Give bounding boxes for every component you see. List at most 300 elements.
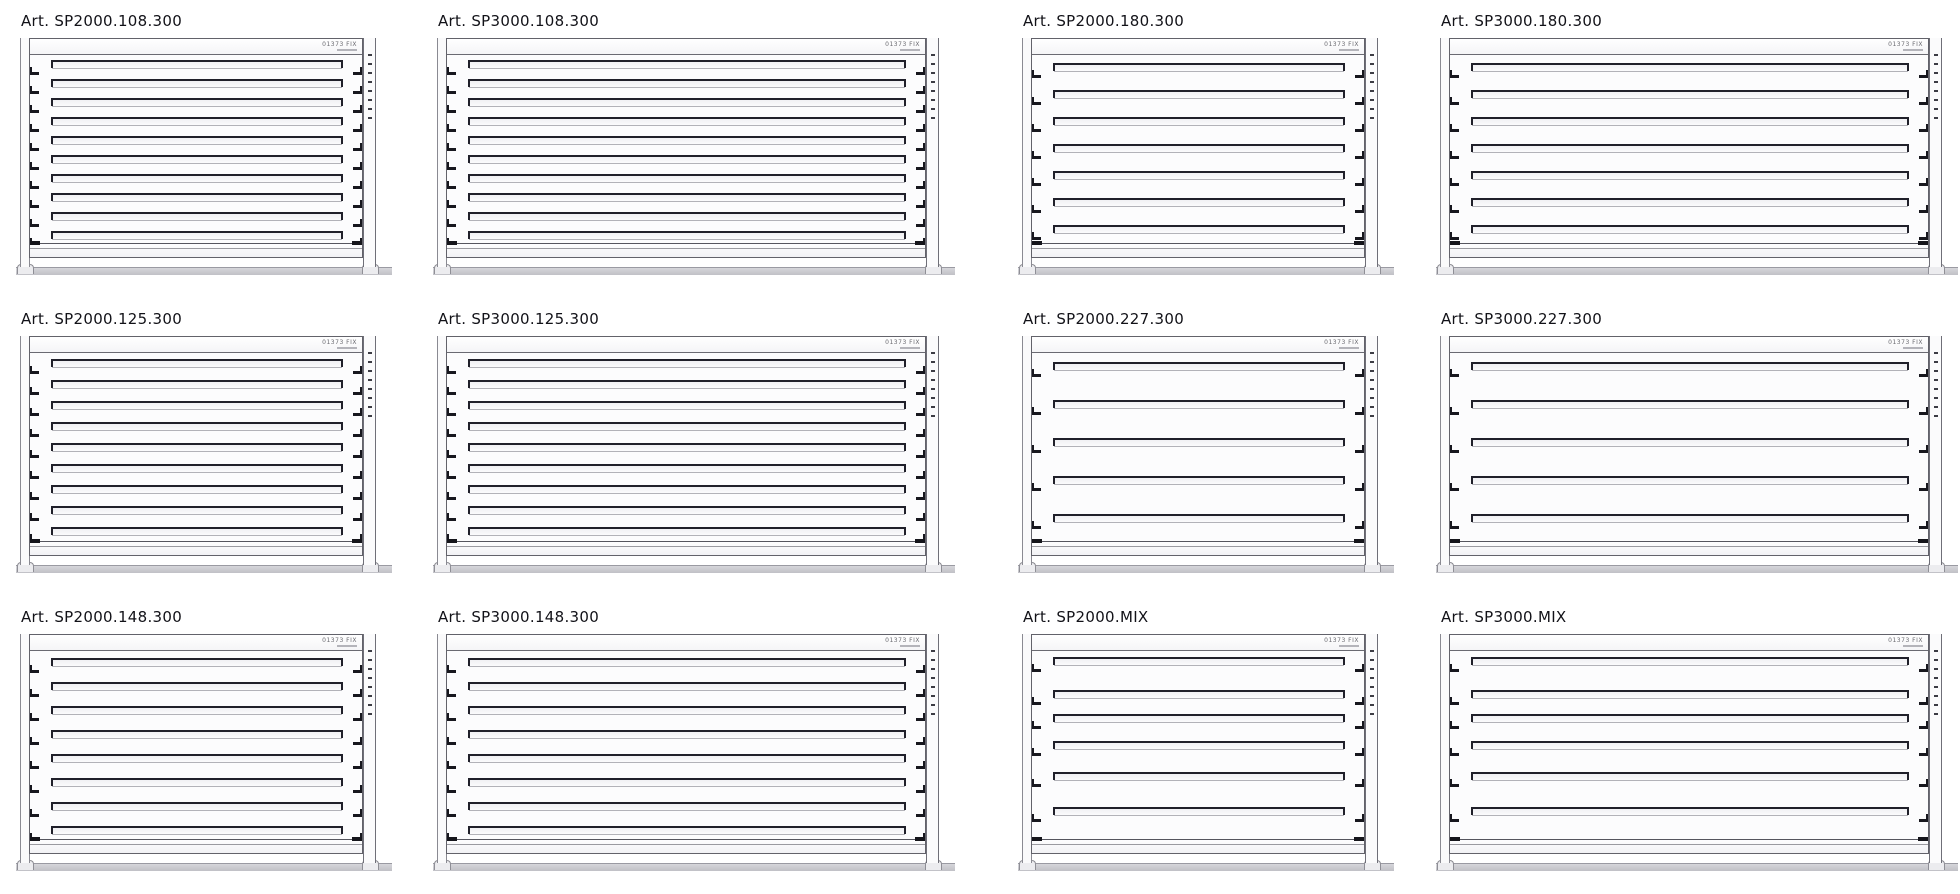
- louvre-slat: [1054, 807, 1344, 816]
- stamp-underline: [1339, 645, 1359, 647]
- top-rail: [1450, 635, 1928, 651]
- louvre-slat: [469, 464, 905, 473]
- article-label: Art. SP3000.180.300: [1441, 12, 1603, 30]
- panel-frame: [1449, 634, 1929, 854]
- left-bracket-clip: [1450, 75, 1459, 78]
- panel-tile: [20, 608, 376, 872]
- article-label: Art. SP3000.108.300: [438, 12, 600, 30]
- left-bracket-clip: [1032, 156, 1041, 159]
- right-post: [363, 38, 376, 267]
- right-bracket-clip: [1919, 129, 1928, 132]
- panel-frame: [29, 38, 363, 258]
- louvre-slat: [1472, 198, 1908, 207]
- maker-stamp: 01373 FIX: [322, 637, 357, 644]
- louvre-slat: [469, 422, 905, 431]
- right-bracket-clip: [1919, 450, 1928, 453]
- left-bracket-clip: [30, 790, 39, 793]
- right-bracket-clip: [1919, 156, 1928, 159]
- bottom-rail: [447, 839, 925, 853]
- louvre-slat: [52, 212, 342, 221]
- left-bracket-clip: [447, 766, 456, 769]
- left-bracket-clip: [447, 670, 456, 673]
- right-bracket-clip: [916, 518, 925, 521]
- panel-tile: [1440, 12, 1942, 276]
- rail-clip-right: [915, 241, 925, 245]
- right-bracket-clip: [1919, 526, 1928, 529]
- left-bracket-clip: [447, 790, 456, 793]
- louvre-slat: [52, 682, 342, 691]
- left-bracket-clip: [30, 742, 39, 745]
- rail-clip-right: [915, 539, 925, 543]
- left-bracket-clip: [1450, 726, 1459, 729]
- right-bracket-clip: [916, 167, 925, 170]
- rail-clip-right: [352, 241, 362, 245]
- left-bracket-clip: [30, 186, 39, 189]
- right-bracket-clip: [1919, 412, 1928, 415]
- louvre-slat: [52, 422, 342, 431]
- louvre-slat: [1472, 362, 1908, 371]
- louvre-slat: [1472, 225, 1908, 234]
- right-bracket-clip: [916, 718, 925, 721]
- louvre-slat: [1054, 400, 1344, 409]
- louvre-slat: [1472, 807, 1908, 816]
- louvre-slat: [469, 359, 905, 368]
- louvre-slat: [52, 730, 342, 739]
- maker-stamp: 01373 FIX: [1888, 41, 1923, 48]
- louvre-slat: [52, 193, 342, 202]
- right-bracket-clip: [1355, 210, 1364, 213]
- fence-drawing: [20, 632, 376, 872]
- right-bracket-clip: [916, 434, 925, 437]
- top-rail: [1032, 635, 1364, 651]
- stamp-underline: [900, 347, 920, 349]
- louvre-slat: [469, 706, 905, 715]
- louvre-slat: [1472, 657, 1908, 666]
- right-bracket-clip: [1355, 819, 1364, 822]
- stamp-underline: [1903, 645, 1923, 647]
- panel-frame: [1031, 634, 1365, 854]
- fence-drawing: [1440, 36, 1942, 276]
- louvre-slat: [1472, 741, 1908, 750]
- stamp-underline: [1339, 347, 1359, 349]
- fence-drawing: [1440, 632, 1942, 872]
- rail-clip-left: [1450, 241, 1460, 245]
- right-bracket-clip: [353, 518, 362, 521]
- louvre-slat: [469, 826, 905, 835]
- post-markings: [368, 54, 372, 124]
- maker-stamp: 01373 FIX: [322, 41, 357, 48]
- louvre-slat: [1472, 144, 1908, 153]
- louvre-slat: [52, 380, 342, 389]
- panel-tile: [20, 310, 376, 574]
- right-bracket-clip: [353, 148, 362, 151]
- left-bracket-clip: [1450, 753, 1459, 756]
- left-bracket-clip: [1450, 819, 1459, 822]
- louvre-slat: [1054, 741, 1344, 750]
- louvre-slat: [469, 60, 905, 69]
- left-bracket-clip: [1032, 450, 1041, 453]
- right-bracket-clip: [1355, 784, 1364, 787]
- left-bracket-clip: [30, 91, 39, 94]
- panel-frame: [446, 38, 926, 258]
- rail-clip-right: [1354, 241, 1364, 245]
- left-bracket-clip: [1032, 183, 1041, 186]
- post-markings: [1934, 54, 1938, 124]
- right-bracket-clip: [353, 476, 362, 479]
- left-bracket-clip: [447, 814, 456, 817]
- louvre-slat: [52, 401, 342, 410]
- slat-field: [30, 55, 362, 244]
- louvre-slat: [1472, 772, 1908, 781]
- louvre-slat: [469, 754, 905, 763]
- right-bracket-clip: [353, 392, 362, 395]
- stamp-underline: [337, 347, 357, 349]
- rail-clip-left: [1450, 539, 1460, 543]
- rail-clip-left: [30, 539, 40, 543]
- louvre-slat: [469, 380, 905, 389]
- left-bracket-clip: [1450, 526, 1459, 529]
- right-bracket-clip: [1355, 237, 1364, 240]
- stamp-underline: [1903, 49, 1923, 51]
- left-bracket-clip: [447, 518, 456, 521]
- louvre-slat: [469, 136, 905, 145]
- left-bracket-clip: [30, 766, 39, 769]
- ground-line: [1018, 863, 1394, 871]
- louvre-slat: [1472, 63, 1908, 72]
- left-bracket-clip: [1032, 129, 1041, 132]
- top-rail: [30, 635, 362, 651]
- left-bracket-clip: [1450, 412, 1459, 415]
- bottom-rail: [30, 839, 362, 853]
- maker-stamp: 01373 FIX: [885, 637, 920, 644]
- left-bracket-clip: [447, 476, 456, 479]
- right-bracket-clip: [916, 476, 925, 479]
- louvre-slat: [469, 658, 905, 667]
- louvre-slat: [1472, 400, 1908, 409]
- right-bracket-clip: [1919, 374, 1928, 377]
- post-markings: [1370, 352, 1374, 422]
- left-bracket-clip: [447, 110, 456, 113]
- right-bracket-clip: [916, 129, 925, 132]
- bottom-rail: [30, 243, 362, 257]
- louvre-slat: [469, 117, 905, 126]
- louvre-slat: [1054, 714, 1344, 723]
- louvre-slat: [1472, 714, 1908, 723]
- right-bracket-clip: [916, 371, 925, 374]
- left-bracket-clip: [1032, 726, 1041, 729]
- right-post: [1365, 634, 1378, 863]
- maker-stamp: 01373 FIX: [885, 339, 920, 346]
- right-bracket-clip: [1919, 819, 1928, 822]
- article-label: Art. SP2000.180.300: [1023, 12, 1185, 30]
- article-label: Art. SP2000.227.300: [1023, 310, 1185, 328]
- right-bracket-clip: [353, 224, 362, 227]
- louvre-slat: [469, 802, 905, 811]
- louvre-slat: [1054, 63, 1344, 72]
- slat-field: [1450, 651, 1928, 840]
- left-bracket-clip: [30, 148, 39, 151]
- left-bracket-clip: [30, 814, 39, 817]
- right-bracket-clip: [1355, 753, 1364, 756]
- right-post: [363, 634, 376, 863]
- right-bracket-clip: [353, 91, 362, 94]
- rail-clip-right: [915, 837, 925, 841]
- left-bracket-clip: [1450, 102, 1459, 105]
- post-markings: [931, 352, 935, 422]
- louvre-slat: [1472, 690, 1908, 699]
- right-bracket-clip: [353, 790, 362, 793]
- right-bracket-clip: [1355, 183, 1364, 186]
- rail-clip-left: [30, 241, 40, 245]
- louvre-slat: [1472, 514, 1908, 523]
- stamp-underline: [900, 645, 920, 647]
- right-bracket-clip: [1919, 784, 1928, 787]
- slat-field: [1450, 353, 1928, 542]
- bottom-rail: [447, 541, 925, 555]
- rail-clip-left: [447, 241, 457, 245]
- louvre-slat: [469, 527, 905, 536]
- louvre-slat: [52, 706, 342, 715]
- louvre-slat: [469, 443, 905, 452]
- louvre-slat: [1472, 438, 1908, 447]
- left-bracket-clip: [1032, 75, 1041, 78]
- slat-field: [447, 353, 925, 542]
- louvre-slat: [1054, 171, 1344, 180]
- post-markings: [931, 650, 935, 720]
- louvre-slat: [469, 212, 905, 221]
- left-bracket-clip: [447, 186, 456, 189]
- fence-drawing: [20, 36, 376, 276]
- right-post: [1929, 38, 1942, 267]
- louvre-slat: [1054, 225, 1344, 234]
- louvre-slat: [1054, 690, 1344, 699]
- louvre-slat: [52, 136, 342, 145]
- fence-drawing: [1022, 334, 1378, 574]
- right-bracket-clip: [353, 694, 362, 697]
- right-bracket-clip: [353, 434, 362, 437]
- article-label: Art. SP3000.227.300: [1441, 310, 1603, 328]
- top-rail: [30, 337, 362, 353]
- left-bracket-clip: [447, 167, 456, 170]
- louvre-slat: [469, 506, 905, 515]
- rail-clip-left: [30, 837, 40, 841]
- right-bracket-clip: [1919, 102, 1928, 105]
- ground-line: [433, 267, 955, 275]
- fence-drawing: [1022, 36, 1378, 276]
- right-bracket-clip: [1355, 129, 1364, 132]
- bottom-rail: [1032, 839, 1364, 853]
- bottom-rail: [1032, 243, 1364, 257]
- maker-stamp: 01373 FIX: [1324, 41, 1359, 48]
- article-label: Art. SP2000.MIX: [1023, 608, 1149, 626]
- right-bracket-clip: [1355, 156, 1364, 159]
- ground-line: [16, 267, 392, 275]
- left-bracket-clip: [1450, 183, 1459, 186]
- left-bracket-clip: [1450, 156, 1459, 159]
- left-bracket-clip: [1032, 819, 1041, 822]
- panel-frame: [1449, 38, 1929, 258]
- ground-line: [433, 565, 955, 573]
- right-post: [926, 634, 939, 863]
- rail-clip-right: [1354, 539, 1364, 543]
- stamp-underline: [1903, 347, 1923, 349]
- left-bracket-clip: [447, 694, 456, 697]
- right-bracket-clip: [916, 186, 925, 189]
- slat-field: [447, 55, 925, 244]
- right-bracket-clip: [353, 205, 362, 208]
- right-bracket-clip: [916, 72, 925, 75]
- right-post: [363, 336, 376, 565]
- rail-clip-right: [352, 539, 362, 543]
- slat-field: [1032, 353, 1364, 542]
- right-bracket-clip: [1919, 753, 1928, 756]
- article-label: Art. SP3000.148.300: [438, 608, 600, 626]
- left-bracket-clip: [1032, 374, 1041, 377]
- bottom-rail: [447, 243, 925, 257]
- louvre-slat: [52, 174, 342, 183]
- left-bracket-clip: [1032, 526, 1041, 529]
- rail-clip-right: [352, 837, 362, 841]
- article-label: Art. SP3000.125.300: [438, 310, 600, 328]
- left-bracket-clip: [447, 72, 456, 75]
- panel-tile: [1440, 310, 1942, 574]
- panel-frame: [1031, 336, 1365, 556]
- right-bracket-clip: [1355, 702, 1364, 705]
- louvre-slat: [52, 485, 342, 494]
- left-bracket-clip: [447, 455, 456, 458]
- left-bracket-clip: [30, 476, 39, 479]
- left-bracket-clip: [447, 224, 456, 227]
- right-bracket-clip: [916, 392, 925, 395]
- left-bracket-clip: [447, 742, 456, 745]
- louvre-slat: [1054, 117, 1344, 126]
- left-bracket-clip: [447, 718, 456, 721]
- left-bracket-clip: [30, 434, 39, 437]
- right-bracket-clip: [353, 670, 362, 673]
- post-markings: [1934, 352, 1938, 422]
- left-bracket-clip: [30, 205, 39, 208]
- louvre-slat: [1054, 438, 1344, 447]
- slat-field: [30, 353, 362, 542]
- louvre-slat: [469, 155, 905, 164]
- panel-frame: [1031, 38, 1365, 258]
- right-bracket-clip: [916, 148, 925, 151]
- top-rail: [1032, 39, 1364, 55]
- panel-frame: [446, 634, 926, 854]
- left-bracket-clip: [447, 392, 456, 395]
- left-bracket-clip: [1450, 374, 1459, 377]
- right-bracket-clip: [353, 186, 362, 189]
- right-bracket-clip: [1919, 669, 1928, 672]
- bottom-rail: [30, 541, 362, 555]
- right-bracket-clip: [1355, 526, 1364, 529]
- panel-frame: [29, 336, 363, 556]
- louvre-slat: [1472, 90, 1908, 99]
- left-bracket-clip: [1450, 702, 1459, 705]
- slat-field: [1032, 651, 1364, 840]
- article-label: Art. SP2000.108.300: [21, 12, 183, 30]
- left-bracket-clip: [1032, 784, 1041, 787]
- post-markings: [1934, 650, 1938, 720]
- panel-frame: [1449, 336, 1929, 556]
- louvre-slat: [469, 231, 905, 240]
- right-bracket-clip: [916, 694, 925, 697]
- slat-field: [1450, 55, 1928, 244]
- rail-clip-left: [447, 837, 457, 841]
- left-bracket-clip: [447, 434, 456, 437]
- right-bracket-clip: [1355, 412, 1364, 415]
- panel-tile: [1022, 310, 1378, 574]
- rail-clip-left: [1032, 837, 1042, 841]
- panel-tile: [437, 310, 939, 574]
- right-bracket-clip: [353, 455, 362, 458]
- left-bracket-clip: [30, 129, 39, 132]
- louvre-slat: [469, 174, 905, 183]
- right-bracket-clip: [353, 167, 362, 170]
- right-bracket-clip: [916, 205, 925, 208]
- left-bracket-clip: [1032, 237, 1041, 240]
- top-rail: [1450, 39, 1928, 55]
- right-bracket-clip: [353, 413, 362, 416]
- maker-stamp: 01373 FIX: [1324, 339, 1359, 346]
- louvre-slat: [52, 527, 342, 536]
- stamp-underline: [900, 49, 920, 51]
- stamp-underline: [337, 645, 357, 647]
- right-post: [1365, 38, 1378, 267]
- right-bracket-clip: [916, 91, 925, 94]
- left-bracket-clip: [30, 167, 39, 170]
- right-bracket-clip: [916, 742, 925, 745]
- right-bracket-clip: [1919, 702, 1928, 705]
- right-bracket-clip: [916, 670, 925, 673]
- louvre-slat: [469, 682, 905, 691]
- panel-frame: [29, 634, 363, 854]
- left-bracket-clip: [447, 413, 456, 416]
- right-post: [926, 38, 939, 267]
- right-bracket-clip: [916, 224, 925, 227]
- right-bracket-clip: [1919, 726, 1928, 729]
- right-bracket-clip: [353, 742, 362, 745]
- louvre-slat: [469, 79, 905, 88]
- left-bracket-clip: [30, 497, 39, 500]
- left-bracket-clip: [1450, 237, 1459, 240]
- louvre-slat: [1054, 362, 1344, 371]
- right-bracket-clip: [1355, 450, 1364, 453]
- louvre-slat: [1054, 144, 1344, 153]
- post-markings: [368, 352, 372, 422]
- left-bracket-clip: [447, 148, 456, 151]
- louvre-slat: [1054, 198, 1344, 207]
- right-bracket-clip: [353, 766, 362, 769]
- left-bracket-clip: [1450, 784, 1459, 787]
- left-bracket-clip: [30, 224, 39, 227]
- fence-drawing: [20, 334, 376, 574]
- left-bracket-clip: [447, 371, 456, 374]
- left-bracket-clip: [30, 110, 39, 113]
- slat-field: [1032, 55, 1364, 244]
- left-bracket-clip: [1032, 753, 1041, 756]
- right-bracket-clip: [1355, 726, 1364, 729]
- left-bracket-clip: [1450, 210, 1459, 213]
- rail-clip-right: [1354, 837, 1364, 841]
- panel-tile: [1022, 12, 1378, 276]
- right-bracket-clip: [916, 814, 925, 817]
- right-bracket-clip: [353, 110, 362, 113]
- left-bracket-clip: [1450, 488, 1459, 491]
- maker-stamp: 01373 FIX: [1324, 637, 1359, 644]
- article-label: Art. SP2000.148.300: [21, 608, 183, 626]
- louvre-slat: [1054, 90, 1344, 99]
